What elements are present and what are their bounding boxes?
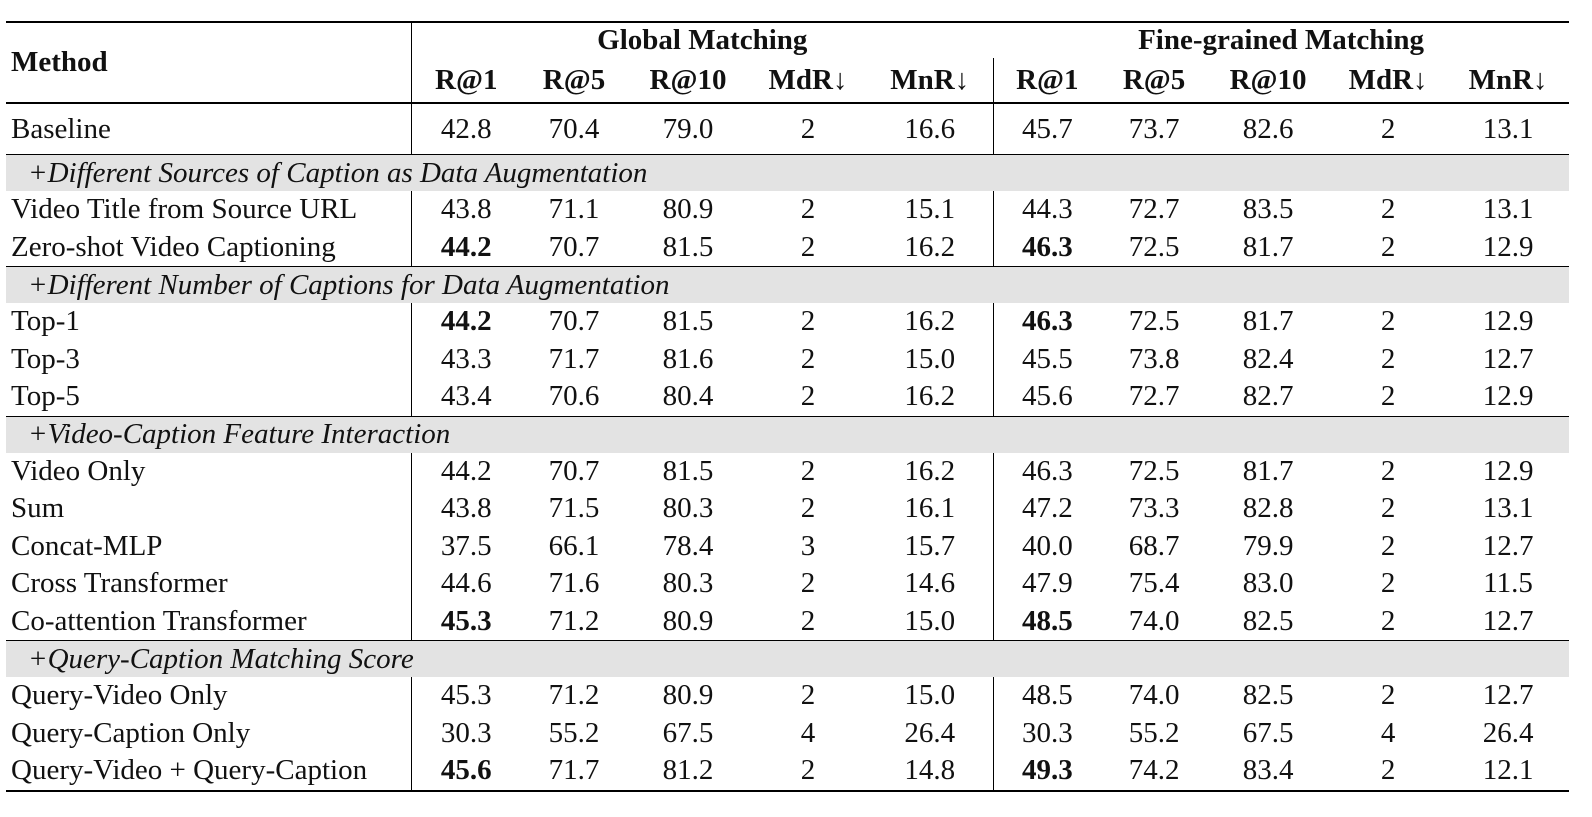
fine-value-cell: 45.7 xyxy=(1021,112,1073,145)
global-value-cell: 80.4 xyxy=(662,380,714,413)
global-value-cell: 44.6 xyxy=(440,567,492,600)
fine-metric-header: R@10 xyxy=(1207,58,1329,103)
global-value-cell: 45.3 xyxy=(440,604,492,637)
global-value-cell: 81.5 xyxy=(662,230,714,263)
fine-value-cell: 83.5 xyxy=(1242,193,1294,226)
fine-value-cell: 2 xyxy=(1380,305,1396,338)
global-value-cell: 80.9 xyxy=(662,604,714,637)
fine-value-cell: 26.4 xyxy=(1482,716,1534,749)
method-name: Top-3 xyxy=(6,341,411,379)
global-value-cell: 81.6 xyxy=(662,342,714,375)
fine-value-cell: 73.8 xyxy=(1128,342,1180,375)
fine-value-cell: 74.0 xyxy=(1128,679,1180,712)
method-name: Baseline xyxy=(6,103,411,155)
section-header-row xyxy=(6,416,1569,453)
fine-value-cell: 2 xyxy=(1380,112,1396,145)
fine-value-cell: 68.7 xyxy=(1128,529,1180,562)
global-value-cell: 37.5 xyxy=(440,529,492,562)
fine-value-cell: 4 xyxy=(1380,716,1396,749)
fine-value-cell: 47.9 xyxy=(1021,567,1073,600)
global-value-cell: 81.5 xyxy=(662,305,714,338)
fine-value-cell: 82.7 xyxy=(1242,380,1294,413)
fine-value-cell: 55.2 xyxy=(1128,716,1180,749)
fine-value-cell: 12.9 xyxy=(1482,380,1534,413)
fine-value-cell: 12.1 xyxy=(1447,752,1569,791)
global-value-cell: 15.0 xyxy=(867,603,993,641)
global-value-cell: 80.9 xyxy=(662,679,714,712)
fine-value-cell: 2 xyxy=(1380,567,1396,600)
global-value-cell: 70.7 xyxy=(548,454,600,487)
table-row xyxy=(6,191,1569,229)
global-value-cell: 16.6 xyxy=(867,103,993,155)
table-row xyxy=(6,490,1569,528)
global-value-cell: 80.3 xyxy=(662,492,714,525)
fine-value-cell: 45.5 xyxy=(1021,342,1073,375)
global-value-cell: 71.1 xyxy=(548,193,600,226)
fine-value-cell: 48.5 xyxy=(1021,604,1073,637)
fine-value-cell: 2 xyxy=(1380,342,1396,375)
fine-value-cell: 72.7 xyxy=(1128,380,1180,413)
fine-value-cell: 44.3 xyxy=(1021,193,1073,226)
fine-value-cell: 82.5 xyxy=(1242,679,1294,712)
fine-value-cell: 73.3 xyxy=(1128,492,1180,525)
fine-value-cell: 2 xyxy=(1380,193,1396,226)
fine-value-cell: 82.8 xyxy=(1242,492,1294,525)
fine-value-cell: 12.9 xyxy=(1482,230,1534,263)
global-value-cell: 55.2 xyxy=(548,716,600,749)
global-value-cell: 43.8 xyxy=(440,492,492,525)
section-header-row xyxy=(6,155,1569,192)
global-value-cell: 14.6 xyxy=(867,565,993,603)
fine-value-cell: 46.3 xyxy=(1021,454,1073,487)
global-metric-header: R@5 xyxy=(521,58,627,103)
fine-value-cell: 79.9 xyxy=(1242,529,1294,562)
global-value-cell: 71.2 xyxy=(548,604,600,637)
global-value-cell: 43.8 xyxy=(440,193,492,226)
fine-value-cell: 2 xyxy=(1329,752,1447,791)
global-metric-header: MdR↓ xyxy=(749,58,867,103)
section-header-row xyxy=(6,641,1569,678)
global-value-cell: 2 xyxy=(800,305,816,338)
global-value-cell: 2 xyxy=(800,230,816,263)
method-header: Method xyxy=(6,22,411,103)
fine-value-cell: 2 xyxy=(1380,604,1396,637)
fine-value-cell: 74.0 xyxy=(1128,604,1180,637)
section-title: +Different Sources of Caption as Data Augmentation xyxy=(6,155,1569,192)
global-value-cell: 2 xyxy=(800,567,816,600)
table-row xyxy=(6,603,1569,641)
fine-value-cell: 13.1 xyxy=(1482,492,1534,525)
fine-value-cell: 13.1 xyxy=(1482,112,1534,145)
global-value-cell: 4 xyxy=(800,716,816,749)
fine-metric-header: MdR↓ xyxy=(1329,58,1447,103)
global-value-cell: 80.3 xyxy=(662,567,714,600)
fine-value-cell: 2 xyxy=(1380,529,1396,562)
fine-value-cell: 13.1 xyxy=(1482,193,1534,226)
table-row xyxy=(6,378,1569,416)
table-row xyxy=(6,303,1569,341)
header-row-groups xyxy=(6,22,1569,58)
global-value-cell: 3 xyxy=(800,529,816,562)
method-name: Sum xyxy=(6,490,411,528)
global-value-cell: 14.8 xyxy=(867,752,993,791)
section-title: +Different Number of Captions for Data Augmentation xyxy=(6,267,1569,304)
global-value-cell: 16.2 xyxy=(867,378,993,416)
fine-value-cell: 83.4 xyxy=(1207,752,1329,791)
global-value-cell: 70.7 xyxy=(548,230,600,263)
fine-value-cell: 12.7 xyxy=(1482,679,1534,712)
global-value-cell: 2 xyxy=(800,193,816,226)
section-header-row xyxy=(6,267,1569,304)
fine-value-cell: 82.4 xyxy=(1242,342,1294,375)
table-row xyxy=(6,103,1569,155)
global-value-cell: 79.0 xyxy=(662,112,714,145)
method-name: Top-1 xyxy=(6,303,411,341)
table-row xyxy=(6,752,1569,791)
global-value-cell: 70.4 xyxy=(548,112,600,145)
global-value-cell: 44.2 xyxy=(440,305,492,338)
fine-value-cell: 45.6 xyxy=(1021,380,1073,413)
fine-value-cell: 12.9 xyxy=(1482,454,1534,487)
global-value-cell: 26.4 xyxy=(867,715,993,753)
fine-value-cell: 11.5 xyxy=(1483,567,1533,600)
method-name: Concat-MLP xyxy=(6,528,411,566)
global-value-cell: 2 xyxy=(800,679,816,712)
global-metric-header: R@1 xyxy=(411,58,521,103)
global-value-cell: 15.7 xyxy=(867,528,993,566)
global-matching-header: Global Matching xyxy=(411,22,993,58)
method-name: Zero-shot Video Captioning xyxy=(6,229,411,267)
fine-value-cell: 48.5 xyxy=(1021,679,1073,712)
fine-value-cell: 2 xyxy=(1380,454,1396,487)
fine-value-cell: 72.5 xyxy=(1128,454,1180,487)
fine-value-cell: 2 xyxy=(1380,380,1396,413)
fine-value-cell: 74.2 xyxy=(1101,752,1207,791)
fine-value-cell: 12.7 xyxy=(1482,342,1534,375)
table-row xyxy=(6,715,1569,753)
section-title: +Query-Caption Matching Score xyxy=(6,641,1569,678)
fine-value-cell: 2 xyxy=(1380,492,1396,525)
global-value-cell: 78.4 xyxy=(662,529,714,562)
method-name: Top-5 xyxy=(6,378,411,416)
method-name: Query-Video Only xyxy=(6,677,411,715)
global-value-cell: 43.4 xyxy=(440,380,492,413)
global-value-cell: 45.6 xyxy=(411,752,521,791)
global-value-cell: 71.7 xyxy=(521,752,627,791)
section-title: +Video-Caption Feature Interaction xyxy=(6,416,1569,453)
fine-value-cell: 12.9 xyxy=(1482,305,1534,338)
table-row xyxy=(6,229,1569,267)
table-row xyxy=(6,341,1569,379)
method-name: Query-Video + Query-Caption xyxy=(6,752,411,791)
fine-metric-header: R@1 xyxy=(993,58,1101,103)
fine-value-cell: 47.2 xyxy=(1021,492,1073,525)
fine-value-cell: 46.3 xyxy=(1021,230,1073,263)
global-value-cell: 71.5 xyxy=(548,492,600,525)
fine-value-cell: 82.6 xyxy=(1242,112,1294,145)
method-name: Query-Caption Only xyxy=(6,715,411,753)
global-value-cell: 80.9 xyxy=(662,193,714,226)
global-value-cell: 16.1 xyxy=(867,490,993,528)
fine-value-cell: 12.7 xyxy=(1482,529,1534,562)
method-name: Co-attention Transformer xyxy=(6,603,411,641)
table-row xyxy=(6,565,1569,603)
global-value-cell: 16.2 xyxy=(867,229,993,267)
fine-value-cell: 46.3 xyxy=(1021,305,1073,338)
global-value-cell: 15.0 xyxy=(867,341,993,379)
global-value-cell: 30.3 xyxy=(440,716,492,749)
global-value-cell: 67.5 xyxy=(662,716,714,749)
global-value-cell: 70.7 xyxy=(548,305,600,338)
fine-value-cell: 81.7 xyxy=(1242,305,1294,338)
fine-metric-header: MnR↓ xyxy=(1447,58,1569,103)
global-metric-header: MnR↓ xyxy=(867,58,993,103)
global-value-cell: 2 xyxy=(800,342,816,375)
global-value-cell: 71.7 xyxy=(548,342,600,375)
method-name: Video Only xyxy=(6,453,411,491)
global-value-cell: 42.8 xyxy=(440,112,492,145)
global-value-cell: 15.0 xyxy=(867,677,993,715)
table-row xyxy=(6,677,1569,715)
global-value-cell: 44.2 xyxy=(440,230,492,263)
fine-value-cell: 30.3 xyxy=(1021,716,1073,749)
global-value-cell: 44.2 xyxy=(440,454,492,487)
global-value-cell: 2 xyxy=(800,604,816,637)
fine-value-cell: 72.5 xyxy=(1128,305,1180,338)
global-value-cell: 2 xyxy=(800,492,816,525)
method-name: Cross Transformer xyxy=(6,565,411,603)
global-value-cell: 45.3 xyxy=(440,679,492,712)
global-value-cell: 43.3 xyxy=(440,342,492,375)
fine-value-cell: 12.7 xyxy=(1482,604,1534,637)
fine-value-cell: 72.5 xyxy=(1128,230,1180,263)
global-value-cell: 71.2 xyxy=(548,679,600,712)
table-row xyxy=(6,528,1569,566)
global-value-cell: 15.1 xyxy=(867,191,993,229)
fine-value-cell: 40.0 xyxy=(1021,529,1073,562)
global-value-cell: 16.2 xyxy=(867,303,993,341)
results-table xyxy=(6,21,1569,792)
global-value-cell: 70.6 xyxy=(548,380,600,413)
fine-value-cell: 67.5 xyxy=(1242,716,1294,749)
global-value-cell: 2 xyxy=(800,380,816,413)
fine-value-cell: 81.7 xyxy=(1242,454,1294,487)
fine-value-cell: 49.3 xyxy=(993,752,1101,791)
global-metric-header: R@10 xyxy=(627,58,749,103)
fine-value-cell: 81.7 xyxy=(1242,230,1294,263)
fine-value-cell: 2 xyxy=(1380,679,1396,712)
global-value-cell: 71.6 xyxy=(548,567,600,600)
global-value-cell: 2 xyxy=(800,112,816,145)
fine-value-cell: 83.0 xyxy=(1242,567,1294,600)
fine-metric-header: R@5 xyxy=(1101,58,1207,103)
fine-value-cell: 82.5 xyxy=(1242,604,1294,637)
fine-value-cell: 75.4 xyxy=(1128,567,1180,600)
global-value-cell: 81.5 xyxy=(662,454,714,487)
table-row xyxy=(6,453,1569,491)
fine-value-cell: 2 xyxy=(1380,230,1396,263)
global-value-cell: 66.1 xyxy=(548,529,600,562)
fine-value-cell: 73.7 xyxy=(1128,112,1180,145)
global-value-cell: 2 xyxy=(749,752,867,791)
global-value-cell: 2 xyxy=(800,454,816,487)
fine-grained-matching-header: Fine-grained Matching xyxy=(993,22,1569,58)
global-value-cell: 16.2 xyxy=(867,453,993,491)
method-name: Video Title from Source URL xyxy=(6,191,411,229)
fine-value-cell: 72.7 xyxy=(1128,193,1180,226)
global-value-cell: 81.2 xyxy=(627,752,749,791)
